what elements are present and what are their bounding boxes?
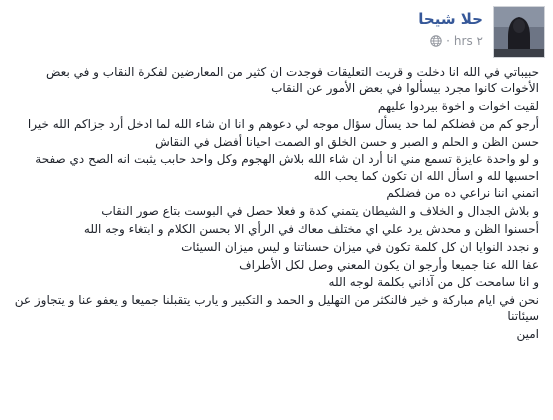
post-paragraph: نحن في ايام مباركة و خير فالنكثر من التهليل و الحمد و التكبير و يارب يتقبلنا جميعا و يعفو عنا و يتجاوز عن سيئاتنا bbox=[14, 293, 539, 324]
post-paragraph: أحسنوا الظن و محدش يرد علي اي مختلف معاك في الرأي الا بحسن الكلام و ابتغاء وجه الله bbox=[83, 221, 539, 236]
post-content bbox=[6, 64, 539, 344]
post-paragraph: و لو واحدة عايزة تسمع مني انا أرد ان شاء الله بلاش الهجوم وكل واحد حابب يثبت انه الصح دي صفحة احسبها لله و اسأل الله ان تكون كما يحب الله bbox=[35, 152, 539, 183]
post-paragraph: امين bbox=[516, 327, 539, 342]
meta-separator: · bbox=[446, 34, 450, 48]
post-paragraph: و بلاش الجدال و الخلاف و الشيطان يتمني كدة و فعلا حصل في البوست بتاع صور النقاب bbox=[101, 204, 539, 219]
avatar[interactable] bbox=[493, 6, 545, 58]
post-timestamp[interactable]: ٢ hrs bbox=[453, 34, 483, 48]
post-header bbox=[8, 6, 545, 62]
post-paragraph: و انا سامحت كل من آذاني بكلمة لوجه الله bbox=[328, 275, 539, 290]
post-paragraph: عفا الله عنا جميعا وأرجو ان يكون المعني وصل لكل الأطراف bbox=[239, 257, 539, 272]
post-paragraph: اتمني اننا نراعي ده من فضلكم bbox=[386, 186, 539, 201]
globe-icon[interactable] bbox=[430, 35, 442, 47]
author-name[interactable]: حلا شيحا bbox=[418, 10, 483, 28]
post-paragraph: أرجو كم من فضلكم لما حد يسأل سؤال موجه لي دعوهم و انا ان شاء الله لما ادخل أرد جزاكم الله خيرا bbox=[27, 116, 539, 131]
post-paragraph: و نجدد النوايا ان كل كلمة تكون في ميزان حسناتنا و ليس ميزان السيئات bbox=[181, 239, 539, 254]
post-paragraph: حسن الظن و الحلم و الصبر و حسن الخلق او الصمت احيانا أفضل في النقاش bbox=[155, 134, 539, 149]
post-meta bbox=[430, 34, 483, 48]
post-paragraph: حبيباتي في الله انا دخلت و قريت التعليقات فوجدت ان كثير من المعارضين لفكرة النقاب و في بعض الأخوات كانوا مجرد بيسألوا في بعض الأمور عن النقاب bbox=[45, 65, 539, 96]
avatar-silhouette-icon bbox=[494, 7, 544, 57]
post-paragraph: لقيت اخوات و اخوة بيردوا عليهم bbox=[377, 99, 539, 113]
